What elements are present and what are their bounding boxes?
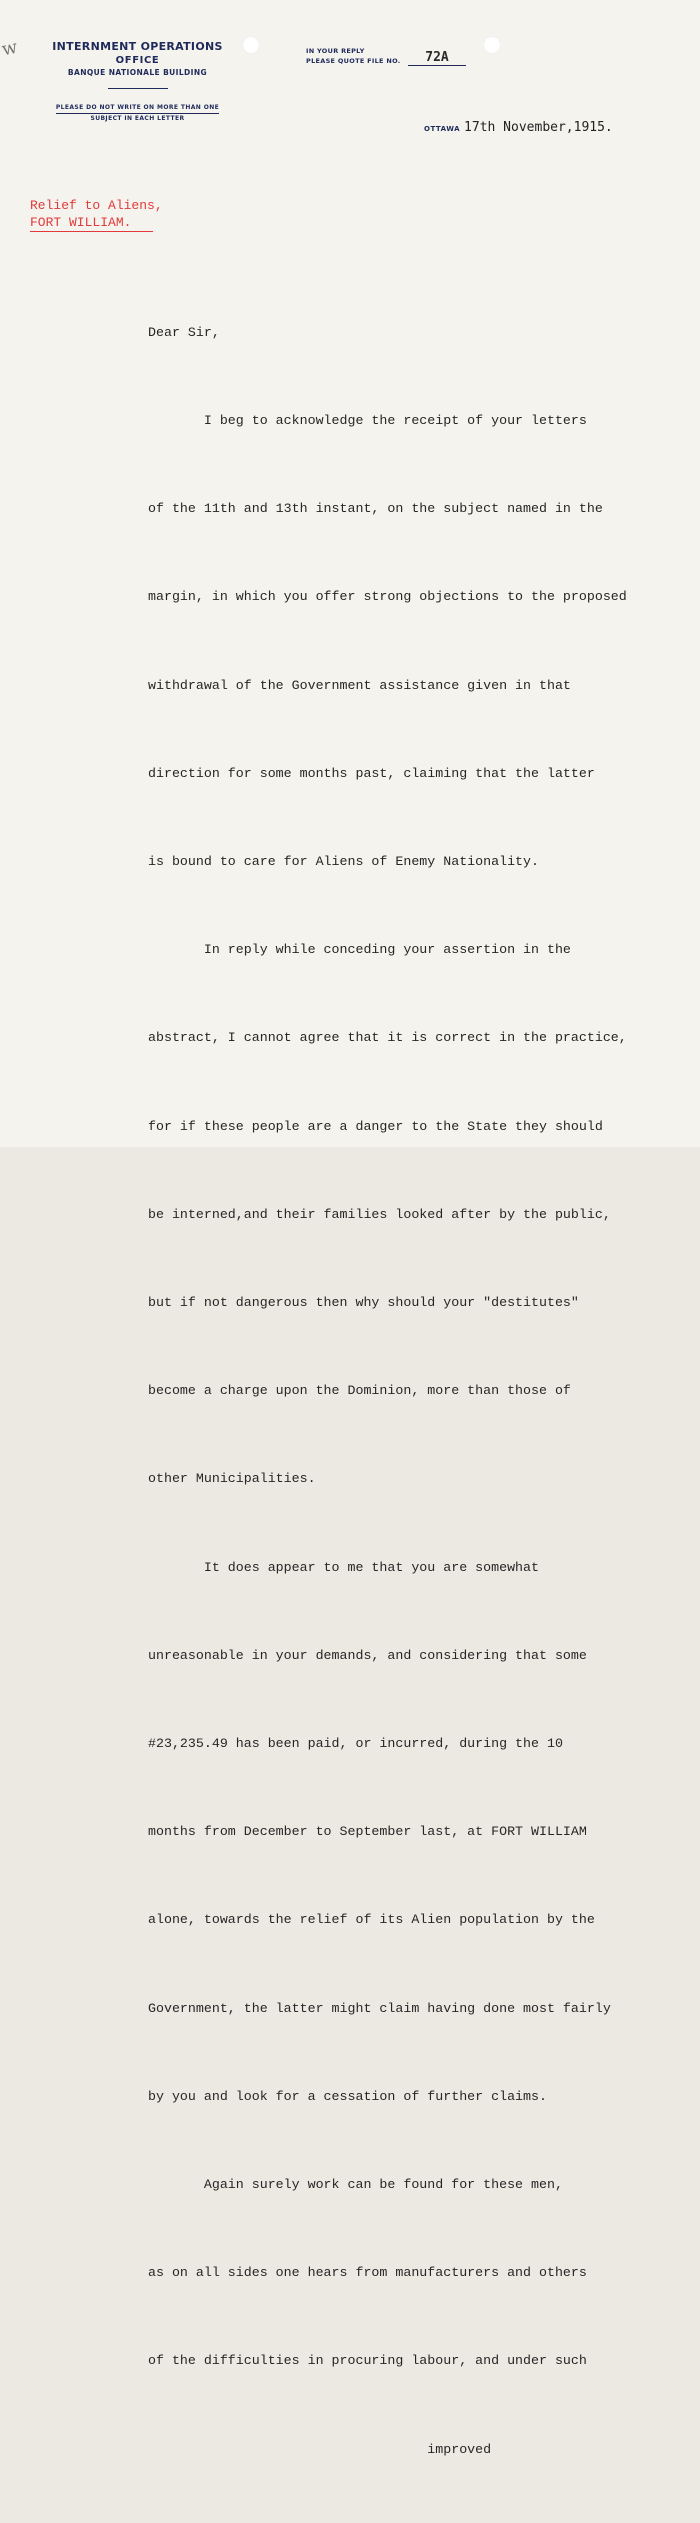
reply-reference [306,46,401,66]
body-line: Again surely work can be found for these men, [148,2177,563,2193]
body-line-salutation: Dear Sir, [148,324,220,340]
body-line: for if these people are a danger to the State they should [148,1118,603,1134]
body-line: unreasonable in your demands, and considering that some [148,1647,587,1663]
letter-body [148,259,688,2523]
body-line: other Municipalities. [148,1471,316,1487]
body-line: #23,235.49 has been paid, or incurred, during the 10 [148,1736,563,1752]
reply-line2: PLEASE QUOTE FILE NO. [306,57,401,65]
body-line: as on all sides one hears from manufacturers and others [148,2265,587,2281]
body-line: alone, towards the relief of its Alien population by the [148,1912,595,1928]
handwritten-mark: w [0,36,20,61]
subject-line1: Relief to Aliens, [30,198,163,213]
body-line: of the 11th and 13th instant, on the subject named in the [148,501,603,517]
body-line: months from December to September last, at FORT WILLIAM [148,1824,587,1840]
letterhead-office [40,40,235,123]
file-number: 72A [408,51,466,66]
office-building: BANQUE NATIONALE BUILDING [67,68,208,77]
body-line-catchword: improved [148,2441,492,2457]
office-name: INTERNMENT OPERATIONS [52,40,223,53]
punch-hole-left [242,36,260,54]
body-line: I beg to acknowledge the receipt of your letters [148,413,587,429]
letter-date: 17th November,1915. [464,120,613,135]
body-line: direction for some months past, claiming that the latter [148,765,595,781]
body-line: be interned,and their families looked after by the public, [148,1206,611,1222]
body-line: margin, in which you offer strong objections to the proposed [148,589,627,605]
letterhead-note-line2: SUBJECT IN EACH LETTER [90,115,185,122]
body-line: is bound to care for Aliens of Enemy Nationality. [148,854,539,870]
date-city: OTTAWA [424,125,461,133]
body-line: but if not dangerous then why should your "destitutes" [148,1295,579,1311]
reply-line1: IN YOUR REPLY [306,47,365,55]
date-line [424,118,613,136]
body-line: of the difficulties in procuring labour, and under such [148,2353,587,2369]
body-line: by you and look for a cessation of further claims. [148,2088,547,2104]
letterhead-divider [108,88,168,89]
body-line: In reply while conceding your assertion in the [148,942,571,958]
body-line: It does appear to me that you are somewhat [148,1559,539,1575]
office-subtitle: OFFICE [115,55,160,66]
body-line: withdrawal of the Government assistance given in that [148,677,571,693]
subject-heading [30,198,163,232]
body-line: Government, the latter might claim having done most fairly [148,2000,611,2016]
body-line: become a charge upon the Dominion, more than those of [148,1383,571,1399]
subject-line2: FORT WILLIAM. [30,215,153,232]
body-line: abstract, I cannot agree that it is correct in the practice, [148,1030,627,1046]
punch-hole-right [483,36,501,54]
letterhead-note-line1: PLEASE DO NOT WRITE ON MORE THAN ONE [56,103,219,114]
